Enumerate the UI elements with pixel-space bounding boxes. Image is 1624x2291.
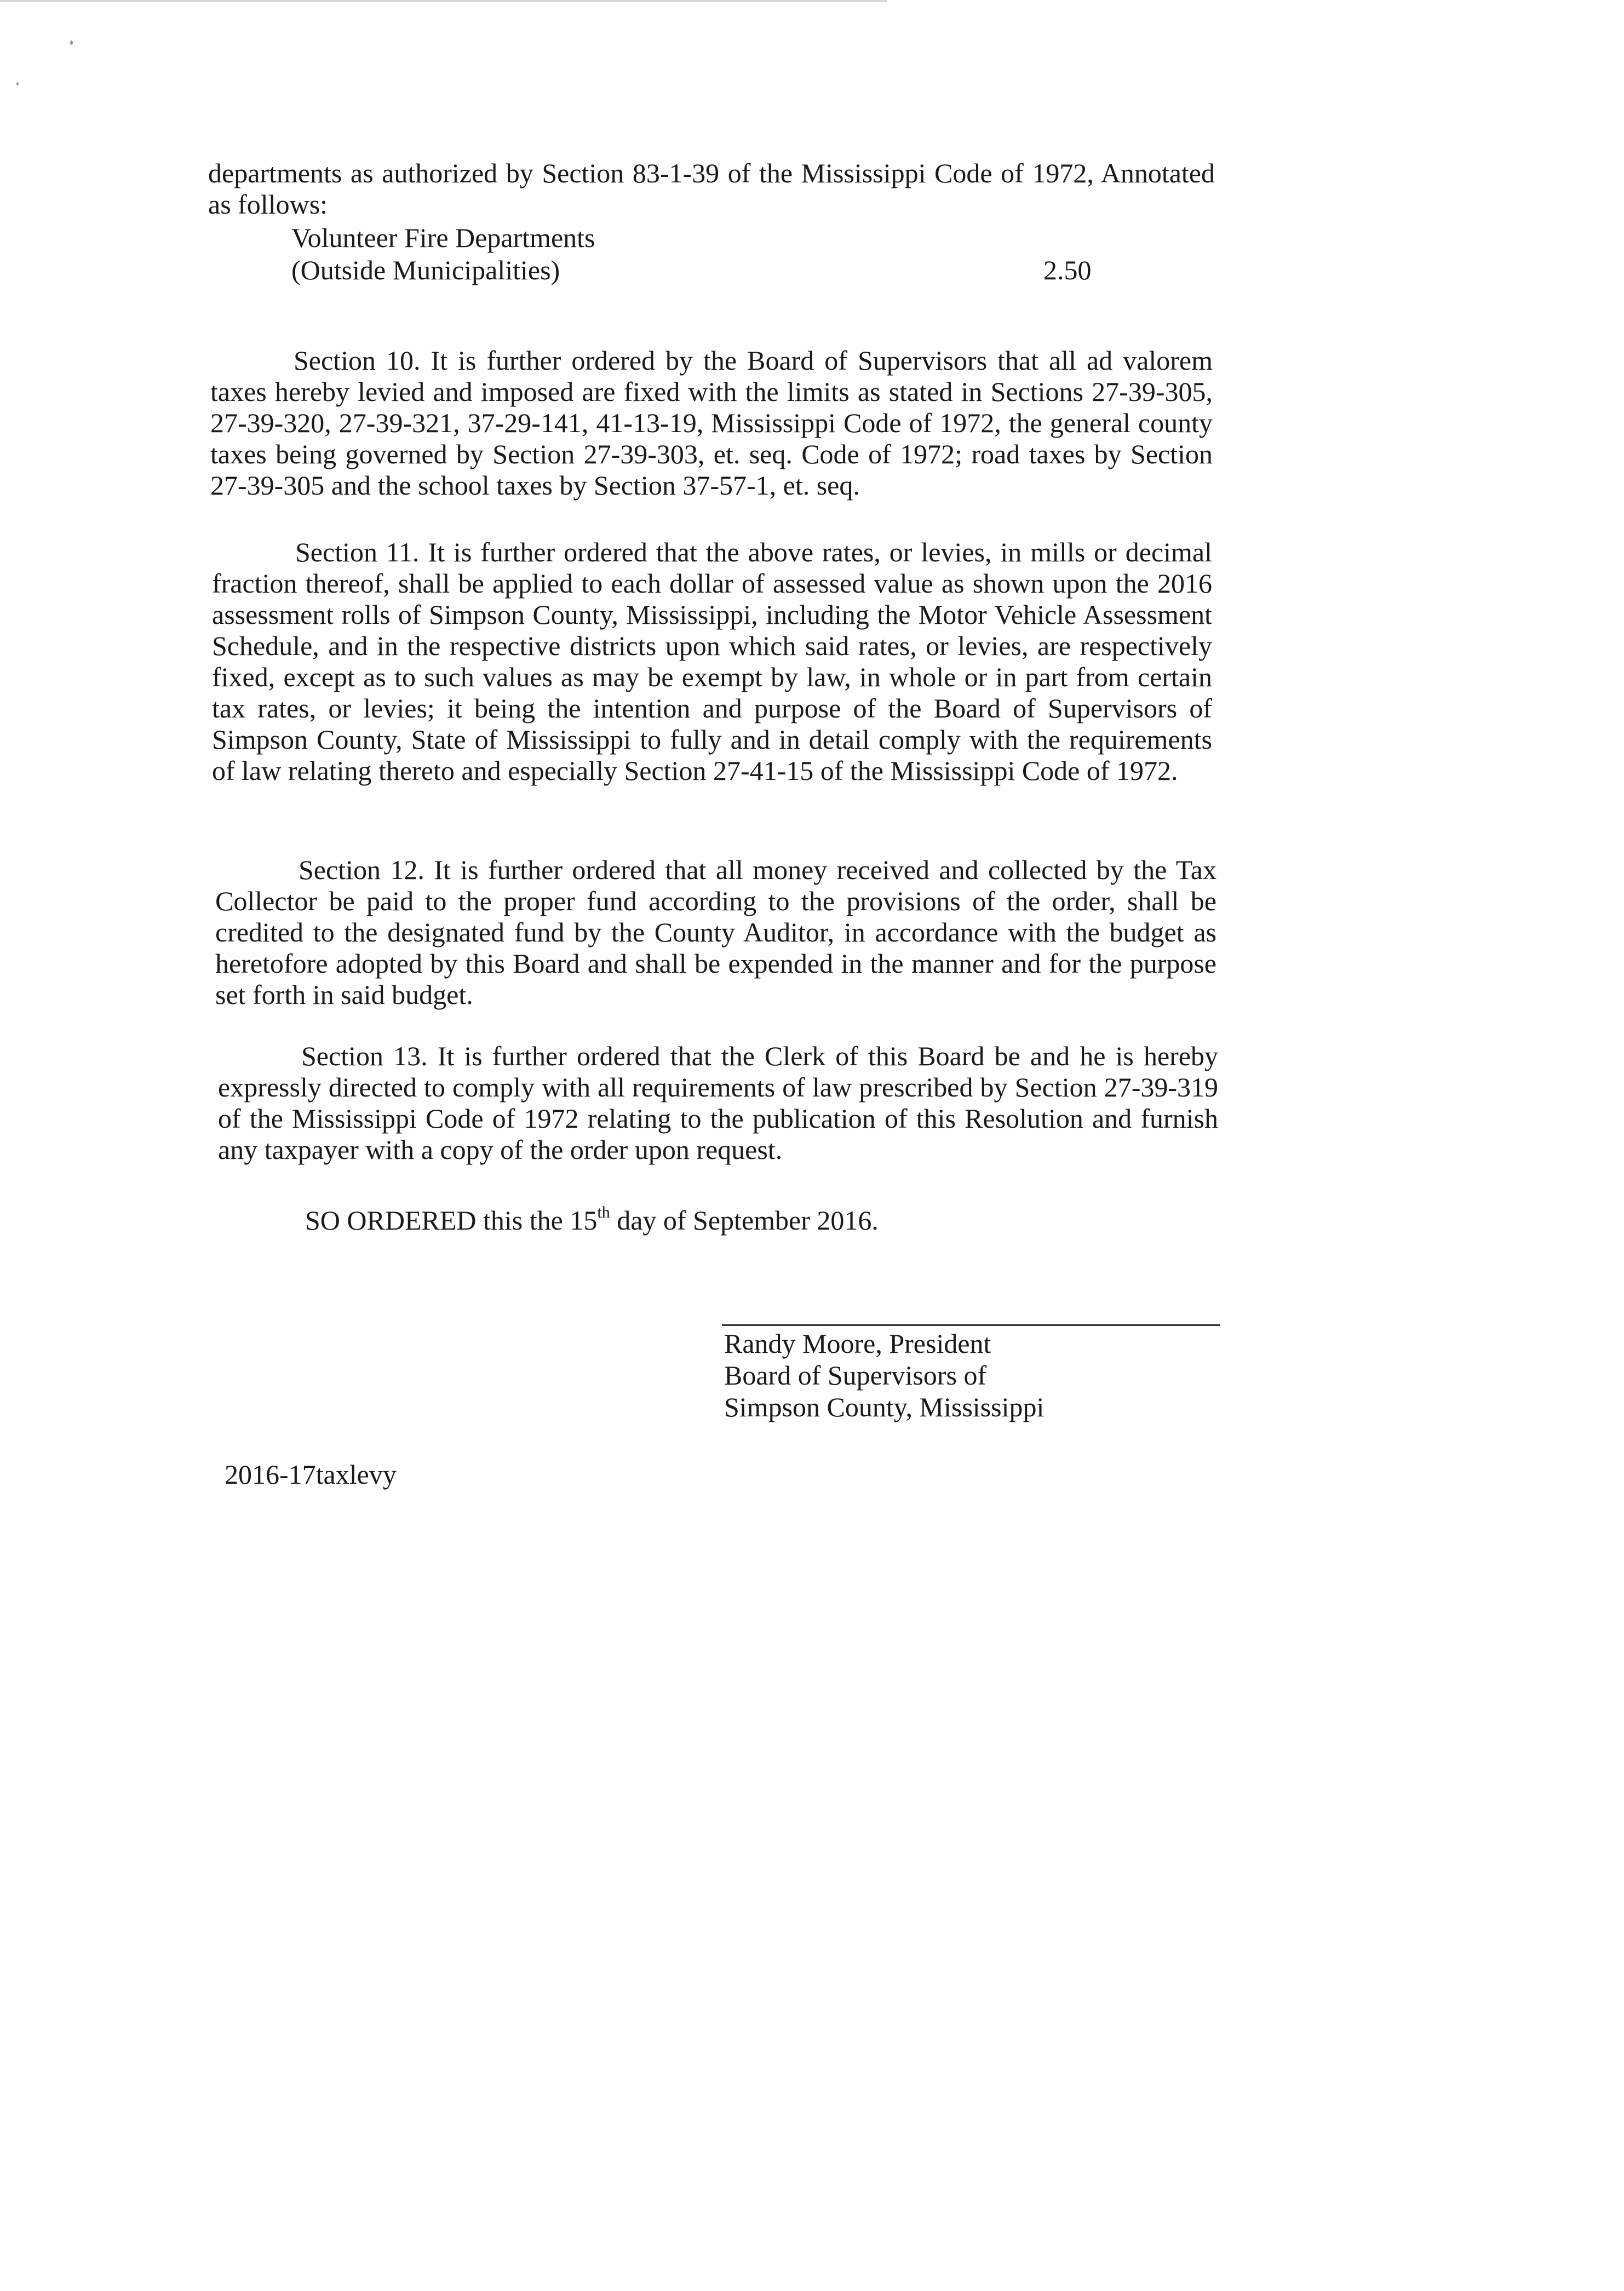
- scan-edge-line: [0, 0, 887, 2]
- so-ordered-line: [305, 1205, 879, 1236]
- section-12-paragraph: [215, 854, 1216, 1010]
- signature-block: [724, 1328, 1044, 1423]
- section-10-text: Section 10. It is further ordered by the Board of Supervisors that all ad valorem taxes hereby levied and imposed are fixed with the limits as stated in Sections 27-39-305, 27-39-320, 27-39-321, 37-29-141, 41-13-19, Mississippi Code of 1972, the general county taxes being governed by Section 27-39-303, et. seq. Code of 1972; road taxes by Section 27-39-305 and the school taxes by Section 37-57-1, et. seq.: [210, 345, 1213, 501]
- fee-item-name-line2: (Outside Municipalities): [291, 255, 560, 285]
- section-13-paragraph: [218, 1041, 1218, 1165]
- intro-paragraph: departments as authorized by Section 83-1-39 of the Mississippi Code of 1972, Annotated as follows:: [208, 158, 1215, 220]
- fee-item-name-line1: Volunteer Fire Departments: [291, 222, 595, 253]
- section-13-text: Section 13. It is further ordered that the Clerk of this Board be and he is hereby expressly directed to comply with all requirements of law prescribed by Section 27-39-319 of the Mississippi Code of 1972 relating to the publication of this Resolution and furnish any taxpayer with a copy of the order upon request.: [218, 1041, 1218, 1165]
- section-12-text: Section 12. It is further ordered that all money received and collected by the Tax Collector be paid to the proper fund according to the provisions of the order, shall be credited to the designated fund by the County Auditor, in accordance with the budget as heretofore adopted by this Board and shall be expended in the manner and for the purpose set forth in said budget.: [215, 854, 1216, 1010]
- signer-org-line1: Board of Supervisors of: [724, 1360, 987, 1391]
- so-ordered-suffix: day of September 2016.: [610, 1205, 879, 1236]
- signature-line: [722, 1324, 1220, 1326]
- so-ordered-prefix: SO ORDERED this the 15: [305, 1205, 598, 1236]
- so-ordered-ordinal: th: [597, 1203, 610, 1221]
- section-11-paragraph: [212, 537, 1212, 786]
- section-10-paragraph: [210, 345, 1213, 501]
- fee-item-rate: 2.50: [1043, 255, 1092, 285]
- scan-speck: [70, 41, 73, 45]
- signer-org-line2: Simpson County, Mississippi: [724, 1392, 1045, 1422]
- signer-name-title: Randy Moore, President: [724, 1328, 991, 1359]
- file-reference: 2016-17taxlevy: [225, 1459, 397, 1490]
- scan-speck: [16, 82, 19, 85]
- section-11-text: Section 11. It is further ordered that the above rates, or levies, in mills or decimal fraction thereof, shall be applied to each dollar of assessed value as shown upon the 2016 assessment rolls of Simpson County, Mississippi, including the Motor Vehicle Assessment Schedule, and in the respective districts upon which said rates, or levies, are respectively fixed, except as to such values as may be exempt by law, in whole or in part from certain tax rates, or levies; it being the intention and purpose of the Board of Supervisors of Simpson County, State of Mississippi to fully and in detail comply with the requirements of law relating thereto and especially Section 27-41-15 of the Mississippi Code of 1972.: [212, 537, 1212, 786]
